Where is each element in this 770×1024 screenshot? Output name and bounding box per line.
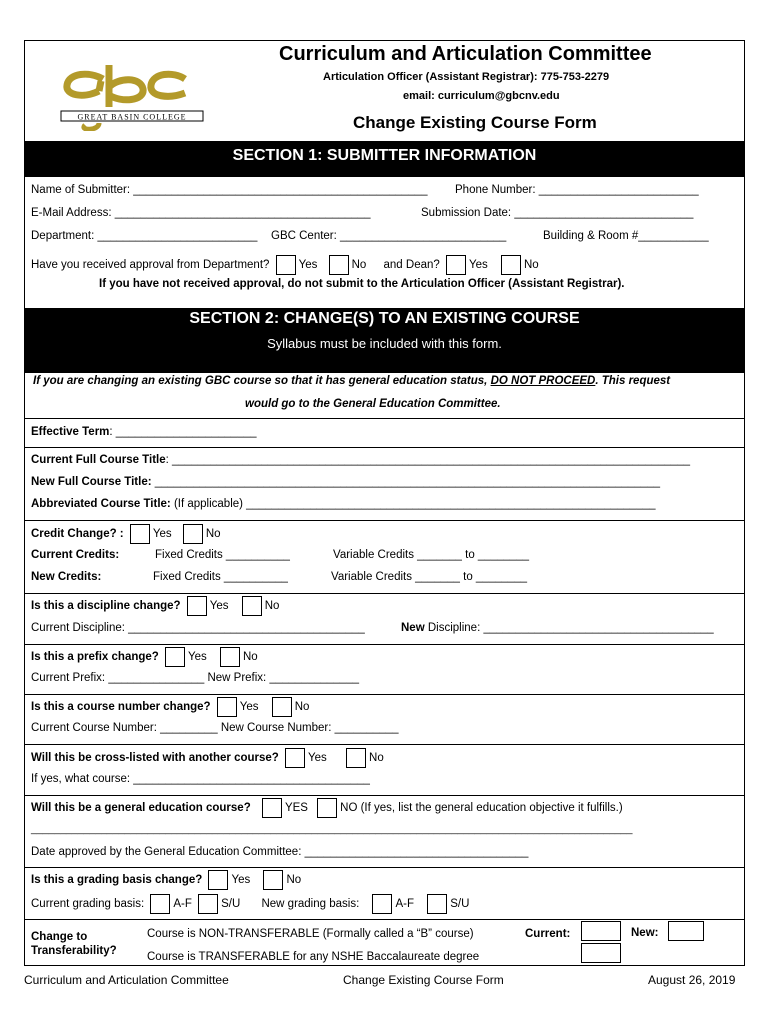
- gened-row: [31, 796, 623, 820]
- transferable-option: Course is TRANSFERABLE for any NSHE Baccalaureate degree: [147, 951, 480, 963]
- discipline-no-label: No: [264, 600, 280, 612]
- new-variable-credits[interactable]: Variable Credits _______ to ________: [331, 571, 528, 583]
- new-discipline-field[interactable]: [401, 622, 714, 634]
- gened-warning-text: If you are changing an existing GBC course so that it has general education status,: [33, 375, 488, 387]
- cross-no-checkbox[interactable]: [346, 748, 366, 768]
- current-variable-credits[interactable]: Variable Credits _______ to ________: [333, 549, 530, 561]
- grading-question: Is this a grading basis change?: [31, 874, 203, 886]
- submission-date-field[interactable]: Submission Date: ____________________________: [421, 207, 694, 219]
- gened-yes-label: YES: [284, 802, 308, 814]
- approval-row: [31, 254, 539, 276]
- cross-no-label: No: [369, 752, 384, 764]
- gened-approval-date-field[interactable]: Date approved by the General Education Committee: ___________________________________: [31, 846, 529, 858]
- new-su-checkbox[interactable]: [427, 894, 447, 914]
- new-af-checkbox[interactable]: [372, 894, 392, 914]
- cross-listed-course-field[interactable]: If yes, what course: _____________________________________: [31, 773, 370, 785]
- dean-no-label: No: [523, 259, 539, 271]
- transfer-current-nontransferable-box[interactable]: [581, 921, 621, 941]
- do-not-proceed: DO NOT PROCEED: [490, 375, 596, 387]
- section1-heading: SECTION 1: SUBMITTER INFORMATION: [25, 141, 744, 177]
- form-title: Change Existing Course Form: [353, 113, 597, 132]
- change-course-form: [24, 40, 745, 966]
- course-number-row: [31, 696, 309, 718]
- current-discipline-field[interactable]: [31, 622, 365, 634]
- credit-yes-label: Yes: [152, 528, 172, 540]
- current-discipline-blank: _____________________________________: [124, 622, 365, 634]
- logo-text: GREAT BASIN COLLEGE: [77, 112, 187, 122]
- dept-no-label: No: [351, 259, 367, 271]
- footer-center: Change Existing Course Form: [343, 973, 504, 987]
- transfer-new-nontransferable-box[interactable]: [668, 921, 704, 941]
- transferability-label-2: Transferability?: [31, 945, 117, 957]
- number-no-label: No: [294, 701, 310, 713]
- committee-email: email: curriculum@gbcnv.edu: [403, 90, 560, 102]
- discipline-yes-checkbox[interactable]: [187, 596, 207, 616]
- gened-yes-checkbox[interactable]: [262, 798, 282, 818]
- officer-phone: Articulation Officer (Assistant Registrar): 775-753-2279: [323, 71, 610, 83]
- gened-objective-field[interactable]: _______________________________________________________________________________________________________: [31, 823, 633, 835]
- gened-warning-line2: would go to the General Education Committee.: [245, 398, 501, 410]
- new-af-label: A-F: [395, 898, 415, 910]
- new-discipline-blank: Discipline: ____________________________________: [424, 622, 714, 634]
- dept-yes-label: Yes: [298, 259, 318, 271]
- current-title-blank: : _________________________________________________________________________________: [165, 454, 691, 466]
- effective-term-blank: : ______________________: [109, 426, 257, 438]
- transfer-current-transferable-box[interactable]: [581, 943, 621, 963]
- effective-term-label: Effective Term: [31, 426, 110, 438]
- department-field[interactable]: Department: _________________________: [31, 230, 258, 242]
- grading-basis-row: [31, 892, 469, 916]
- discipline-yes-label: Yes: [209, 600, 229, 612]
- grading-yes-label: Yes: [231, 874, 251, 886]
- new-su-label: S/U: [450, 898, 470, 910]
- grading-row: [31, 869, 301, 891]
- number-yes-label: Yes: [239, 701, 259, 713]
- prefix-yes-checkbox[interactable]: [165, 647, 185, 667]
- current-su-label: S/U: [221, 898, 241, 910]
- section2-heading: SECTION 2: CHANGE(S) TO AN EXISTING COURSE: [189, 310, 580, 327]
- dept-yes-checkbox[interactable]: [276, 255, 296, 275]
- phone-number-field[interactable]: Phone Number: _________________________: [455, 184, 699, 196]
- prefix-fields[interactable]: Current Prefix: _______________ New Prefix: ______________: [31, 672, 359, 684]
- number-no-checkbox[interactable]: [272, 697, 292, 717]
- dean-yes-checkbox[interactable]: [446, 255, 466, 275]
- new-discipline-new: New: [401, 622, 425, 634]
- abbr-title-field[interactable]: [31, 498, 656, 510]
- abbr-title-label: Abbreviated Course Title:: [31, 498, 171, 510]
- current-su-checkbox[interactable]: [198, 894, 218, 914]
- grading-no-checkbox[interactable]: [263, 870, 283, 890]
- course-number-question: Is this a course number change?: [31, 701, 211, 713]
- email-address-field[interactable]: E-Mail Address: ________________________________________: [31, 207, 371, 219]
- gened-warning-line1: [33, 375, 670, 387]
- prefix-no-checkbox[interactable]: [220, 647, 240, 667]
- footer-date: August 26, 2019: [648, 973, 736, 987]
- credit-no-checkbox[interactable]: [183, 524, 203, 544]
- gened-no-checkbox[interactable]: [317, 798, 337, 818]
- prefix-no-label: No: [243, 651, 258, 663]
- grading-no-label: No: [286, 874, 302, 886]
- current-fixed-credits[interactable]: Fixed Credits __________: [155, 549, 290, 561]
- transfer-current-label: Current:: [525, 928, 571, 940]
- abbr-title-blank: (If applicable) ________________________________________________________________: [170, 498, 656, 510]
- new-fixed-credits[interactable]: Fixed Credits __________: [153, 571, 288, 583]
- gened-no-label: NO (If yes, list the general education objective it fulfills.): [340, 802, 623, 814]
- transferability-label-1: Change to: [31, 931, 88, 943]
- discipline-row: [31, 595, 279, 617]
- submitter-name-field[interactable]: Name of Submitter: ______________________________________________: [31, 184, 428, 196]
- new-title-field[interactable]: [31, 476, 660, 488]
- current-af-checkbox[interactable]: [150, 894, 170, 914]
- section2-heading-bar: [25, 308, 744, 373]
- current-af-label: A-F: [173, 898, 192, 910]
- gened-warning-tail: . This request: [595, 375, 671, 387]
- current-title-field[interactable]: [31, 454, 690, 466]
- gbc-center-field[interactable]: GBC Center: __________________________: [271, 230, 507, 242]
- credit-no-label: No: [205, 528, 221, 540]
- cross-yes-label: Yes: [308, 752, 327, 764]
- cross-listed-question: Will this be cross-listed with another course?: [31, 752, 279, 764]
- current-grading-label: Current grading basis:: [31, 898, 145, 910]
- current-title-label: Current Full Course Title: [31, 454, 166, 466]
- credit-yes-checkbox[interactable]: [130, 524, 150, 544]
- prefix-row: [31, 646, 258, 668]
- dean-question: and Dean?: [383, 259, 440, 271]
- cross-yes-checkbox[interactable]: [285, 748, 305, 768]
- new-title-blank: _______________________________________________________________________________: [151, 476, 661, 488]
- committee-title: Curriculum and Articulation Committee: [279, 43, 652, 65]
- transfer-new-label: New:: [631, 927, 659, 939]
- current-discipline-label: Current Discipline:: [31, 622, 125, 634]
- credit-change-label: Credit Change? :: [31, 528, 124, 540]
- credit-change-row: [31, 523, 221, 545]
- course-number-fields[interactable]: Current Course Number: _________ New Course Number: __________: [31, 722, 399, 734]
- dept-no-checkbox[interactable]: [329, 255, 349, 275]
- current-credits-label: Current Credits:: [31, 549, 120, 561]
- approval-warning: If you have not received approval, do not submit to the Articulation Officer (Assistant Registrar).: [99, 278, 625, 290]
- effective-term-field[interactable]: [31, 426, 257, 438]
- footer-left: Curriculum and Articulation Committee: [24, 973, 229, 987]
- discipline-no-checkbox[interactable]: [242, 596, 262, 616]
- dean-yes-label: Yes: [469, 259, 488, 271]
- cross-listed-row: [31, 747, 384, 769]
- prefix-question: Is this a prefix change?: [31, 651, 159, 663]
- discipline-question: Is this a discipline change?: [31, 600, 181, 612]
- non-transferable-option: Course is NON-TRANSFERABLE (Formally called a “B” course): [147, 928, 474, 940]
- grading-yes-checkbox[interactable]: [208, 870, 228, 890]
- gened-question: Will this be a general education course?: [31, 802, 251, 814]
- prefix-yes-label: Yes: [188, 651, 207, 663]
- syllabus-note: Syllabus must be included with this form.: [267, 336, 502, 351]
- new-credits-label: New Credits:: [31, 571, 102, 583]
- building-room-field[interactable]: Building & Room #___________: [543, 230, 709, 242]
- new-title-label: New Full Course Title:: [31, 476, 152, 488]
- new-grading-label: New grading basis:: [261, 898, 360, 910]
- approval-question: Have you received approval from Department?: [31, 259, 270, 271]
- number-yes-checkbox[interactable]: [217, 697, 237, 717]
- dean-no-checkbox[interactable]: [501, 255, 521, 275]
- gbc-logo: [59, 51, 205, 131]
